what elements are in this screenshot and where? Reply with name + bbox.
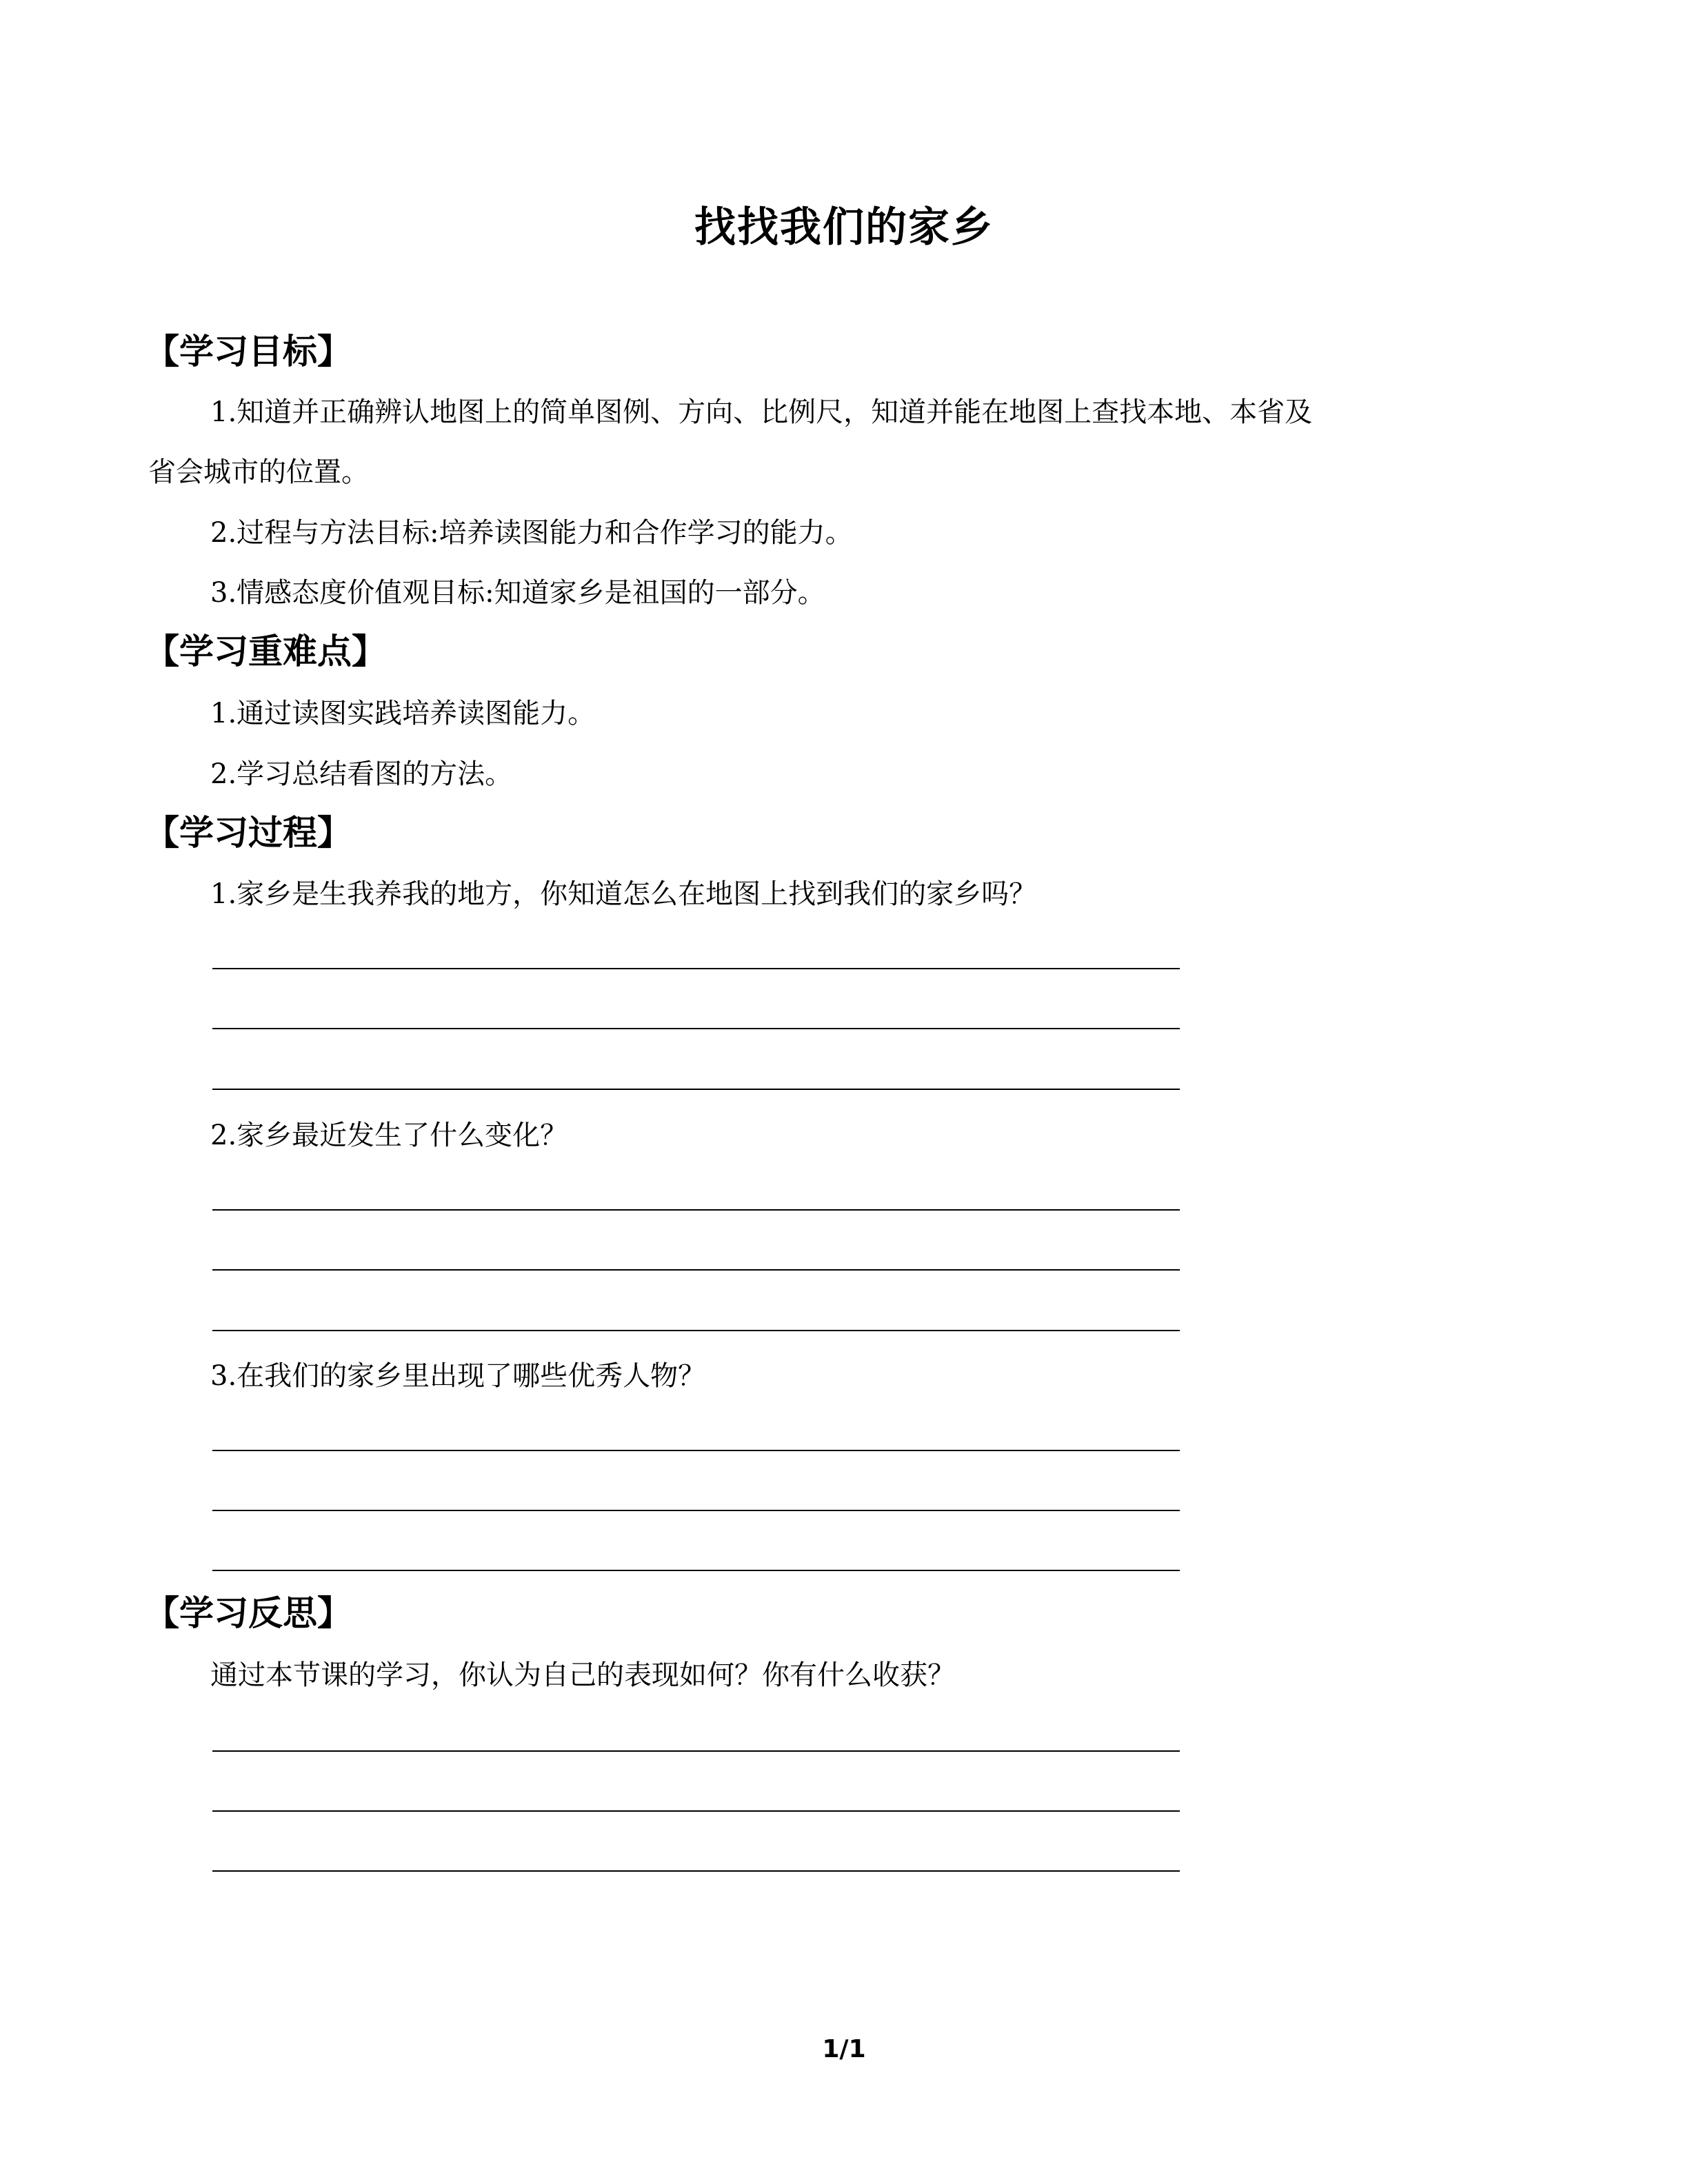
answer-line[interactable]	[212, 1750, 1180, 1752]
section-heading-objectives: 【学习目标】	[145, 332, 352, 372]
answer-line[interactable]	[212, 1028, 1180, 1029]
answer-line[interactable]	[212, 1209, 1180, 1211]
section-heading-key-points: 【学习重难点】	[145, 631, 386, 671]
key-point-item-1: 1.通过读图实践培养读图能力。	[210, 698, 596, 729]
section-heading-reflection: 【学习反思】	[145, 1593, 352, 1633]
objective-item-1-continued: 省会城市的位置。	[148, 456, 369, 488]
page-title: 找找我们的家乡	[694, 203, 994, 252]
objective-item-2: 2.过程与方法目标:培养读图能力和合作学习的能力。	[210, 517, 853, 549]
process-question-2: 2.家乡最近发生了什么变化？	[210, 1120, 568, 1151]
objective-item-3: 3.情感态度价值观目标:知道家乡是祖国的一部分。	[210, 577, 825, 609]
answer-line[interactable]	[212, 968, 1180, 969]
section-heading-process: 【学习过程】	[145, 813, 352, 853]
reflection-prompt: 通过本节课的学习，你认为自己的表现如何？你有什么收获？	[210, 1659, 955, 1691]
answer-line[interactable]	[212, 1870, 1180, 1872]
answer-line[interactable]	[212, 1089, 1180, 1090]
answer-line[interactable]	[212, 1570, 1180, 1571]
answer-line[interactable]	[212, 1269, 1180, 1271]
answer-line[interactable]	[212, 1810, 1180, 1812]
answer-line[interactable]	[212, 1450, 1180, 1451]
process-question-1: 1.家乡是生我养我的地方，你知道怎么在地图上找到我们的家乡吗？	[210, 878, 1037, 910]
page-number: 1/1	[822, 2035, 866, 2063]
key-point-item-2: 2.学习总结看图的方法。	[210, 758, 513, 790]
process-question-3: 3.在我们的家乡里出现了哪些优秀人物？	[210, 1360, 706, 1392]
objective-item-1: 1.知道并正确辨认地图上的简单图例、方向、比例尺，知道并能在地图上查找本地、本省及	[210, 396, 1313, 428]
answer-line[interactable]	[212, 1510, 1180, 1511]
answer-line[interactable]	[212, 1330, 1180, 1331]
